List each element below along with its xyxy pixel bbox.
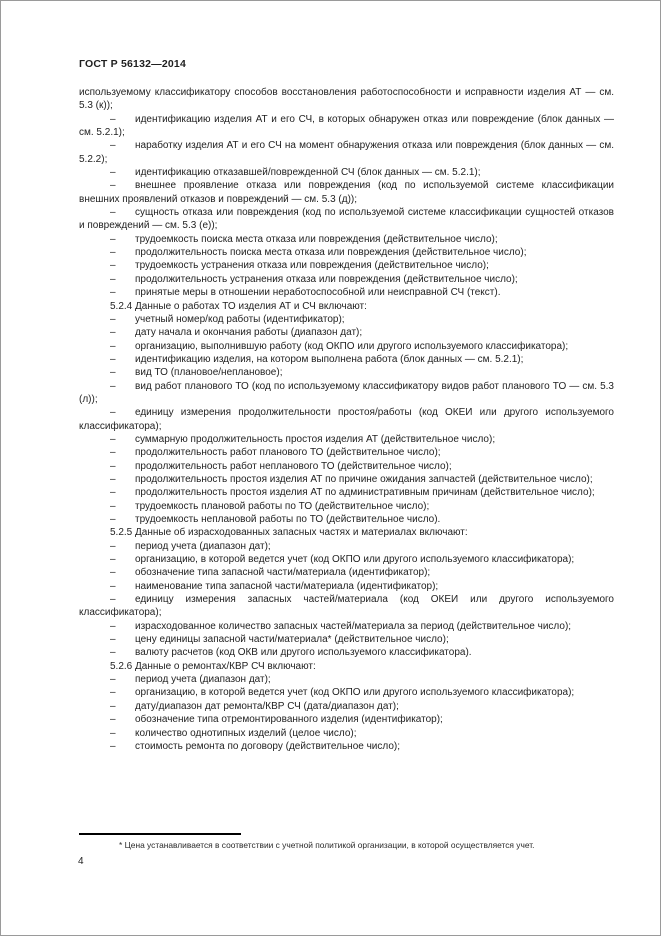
list-dash-marker: – <box>110 140 116 152</box>
list-dash-marker: – <box>110 353 116 365</box>
footnote-separator-rule <box>79 833 241 835</box>
list-item-paragraph: – идентификацию отказавшей/поврежденной СЧ (блок данных — см. 5.2.1); <box>110 167 481 179</box>
list-dash-marker: – <box>110 727 116 739</box>
list-dash-marker: – <box>110 647 116 659</box>
list-item-paragraph: – вид работ планового ТО (код по используемому классификатору видов работ планового ТО — см. 5.3 (л)); <box>79 380 614 405</box>
list-item-paragraph: – обозначение типа отремонтированного изделия (идентификатор); <box>110 714 443 726</box>
list-item-paragraph: – дату начала и окончания работы (диапазон дат); <box>110 327 363 339</box>
list-dash-marker: – <box>110 207 116 219</box>
list-item-paragraph: – продолжительность устранения отказа или повреждения (действительное число); <box>110 273 518 285</box>
list-item-paragraph: – продолжительность простоя изделия АТ по административным причинам (действительное число); <box>110 487 595 499</box>
section-heading: 5.2.6 Данные о ремонтах/КВР СЧ включают: <box>110 660 316 672</box>
list-dash-marker: – <box>110 287 116 299</box>
list-item-paragraph: – наименование типа запасной части/материала (идентификатор); <box>110 580 439 592</box>
list-dash-marker: – <box>110 620 116 632</box>
list-item-paragraph: – организацию, в которой ведется учет (код ОКПО или другого используемого классификатора); <box>110 687 575 699</box>
page-number: 4 <box>78 856 84 867</box>
list-item-paragraph: – вид ТО (плановое/неплановое); <box>110 367 283 379</box>
list-item-paragraph: – внешнее проявление отказа или повреждения (код по используемой системе классификации внешних проявлений отказов и повреждений — см. 5.3 (д)); <box>79 180 614 205</box>
list-dash-marker: – <box>110 233 116 245</box>
list-item-paragraph: – продолжительность работ непланового ТО (действительное число); <box>110 460 452 472</box>
list-item-paragraph: – суммарную продолжительность простоя изделия АТ (действительное число); <box>110 433 496 445</box>
list-item-paragraph: – единицу измерения продолжительности простоя/работы (код ОКЕИ или другого используемого классификатора); <box>79 407 614 432</box>
continuation-paragraph: используемому классификатору способов восстановления работоспособности и исправности изделия АТ — см. 5.3 (к)); <box>79 87 614 112</box>
list-item-paragraph: – сущность отказа или повреждения (код по используемой системе классификации сущностей отказов и повреждений — см. 5.3 (е)); <box>79 207 614 232</box>
list-dash-marker: – <box>110 687 116 699</box>
list-item-paragraph: – наработку изделия АТ и его СЧ на момент обнаружения отказа или повреждения (блок данных — см. 5.2.2); <box>79 140 614 165</box>
list-dash-marker: – <box>110 380 116 392</box>
list-item-paragraph: – продолжительность поиска места отказа или повреждения (действительное число); <box>110 247 527 259</box>
list-dash-marker: – <box>110 433 116 445</box>
list-dash-marker: – <box>110 700 116 712</box>
list-dash-marker: – <box>110 714 116 726</box>
list-item-paragraph: – обозначение типа запасной части/материала (идентификатор); <box>110 567 431 579</box>
section-heading: 5.2.4 Данные о работах ТО изделия АТ и СЧ включают: <box>110 300 367 312</box>
list-item-paragraph: – стоимость ремонта по договору (действительное число); <box>110 740 401 752</box>
list-item-paragraph: – единицу измерения запасных частей/материала (код ОКЕИ или другого используемого классификатора); <box>79 594 614 619</box>
standard-code-header: ГОСТ Р 56132—2014 <box>79 58 187 70</box>
list-item-paragraph: – период учета (диапазон дат); <box>110 674 271 686</box>
list-item-paragraph: – идентификацию изделия, на котором выполнена работа (блок данных — см. 5.2.1); <box>110 353 524 365</box>
list-dash-marker: – <box>110 313 116 325</box>
list-dash-marker: – <box>110 740 116 752</box>
footnote-text: * Цена устанавливается в соответствии с учетной политикой организации, в которой осуществляется учет. <box>119 840 535 850</box>
list-dash-marker: – <box>110 113 116 125</box>
list-dash-marker: – <box>110 180 116 192</box>
list-item-paragraph: – учетный номер/код работы (идентификатор); <box>110 313 345 325</box>
list-dash-marker: – <box>110 634 116 646</box>
list-dash-marker: – <box>110 580 116 592</box>
list-dash-marker: – <box>110 487 116 499</box>
list-item-paragraph: – трудоемкость плановой работы по ТО (действительное число); <box>110 500 430 512</box>
list-dash-marker: – <box>110 554 116 566</box>
list-dash-marker: – <box>110 340 116 352</box>
list-item-paragraph: – организацию, выполнившую работу (код ОКПО или другого используемого классификатора); <box>110 340 569 352</box>
list-item-paragraph: – валюту расчетов (код ОКВ или другого используемого классификатора). <box>110 647 472 659</box>
list-dash-marker: – <box>110 407 116 419</box>
list-item-paragraph: – трудоемкость поиска места отказа или повреждения (действительное число); <box>110 233 498 245</box>
list-item-paragraph: – идентификацию изделия АТ и его СЧ, в которых обнаружен отказ или повреждение (блок данных — см. 5.2.1); <box>79 113 614 139</box>
section-heading: 5.2.5 Данные об израсходованных запасных частях и материалах включают: <box>110 527 468 539</box>
list-dash-marker: – <box>110 567 116 579</box>
list-item-paragraph: – продолжительность работ планового ТО (действительное число); <box>110 447 441 459</box>
list-dash-marker: – <box>110 594 116 606</box>
list-item-paragraph: – продолжительность простоя изделия АТ по причине ожидания запчастей (действительное число); <box>110 473 593 485</box>
list-dash-marker: – <box>110 500 116 512</box>
list-dash-marker: – <box>110 327 116 339</box>
list-dash-marker: – <box>110 447 116 459</box>
list-item-paragraph: – период учета (диапазон дат); <box>110 540 271 552</box>
list-dash-marker: – <box>110 473 116 485</box>
list-dash-marker: – <box>110 260 116 272</box>
list-item-paragraph: – количество однотипных изделий (целое число); <box>110 727 357 739</box>
list-dash-marker: – <box>110 367 116 379</box>
list-dash-marker: – <box>110 674 116 686</box>
list-item-paragraph: – трудоемкость неплановой работы по ТО (действительное число). <box>110 514 441 525</box>
list-item-paragraph: – цену единицы запасной части/материала* (действительное число); <box>110 634 449 646</box>
document-body <box>79 86 614 753</box>
list-dash-marker: – <box>110 167 116 179</box>
list-dash-marker: – <box>110 460 116 472</box>
list-dash-marker: – <box>110 540 116 552</box>
list-item-paragraph: – организацию, в которой ведется учет (код ОКПО или другого используемого классификатора); <box>110 554 575 566</box>
list-item-paragraph: – трудоемкость устранения отказа или повреждения (действительное число); <box>110 260 489 272</box>
list-item-paragraph: – дату/диапазон дат ремонта/КВР СЧ (дата/диапазон дат); <box>110 700 399 712</box>
list-item-paragraph: – принятые меры в отношении неработоспособной или неисправной СЧ (текст). <box>110 287 501 299</box>
list-dash-marker: – <box>110 273 116 285</box>
list-dash-marker: – <box>110 514 116 525</box>
list-dash-marker: – <box>110 247 116 259</box>
list-item-paragraph: – израсходованное количество запасных частей/материала за период (действительное число); <box>110 620 572 632</box>
